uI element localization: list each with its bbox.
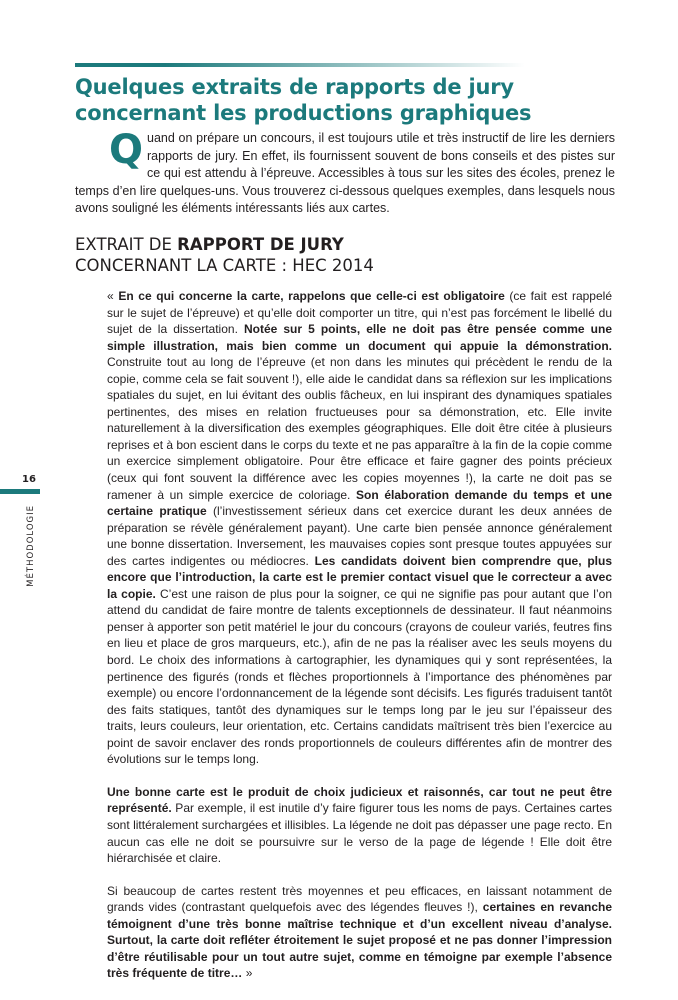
quote-paragraph-2: [107, 784, 612, 867]
quote-emphasis: certaines en revanche témoignent d’une très bonne maîtrise technique et d’un excellent niveau d’analyse. Surtout, la carte doit refléter étroitement le sujet proposé et ne pas donner l’impression d’être réutilisable pour un tout autre sujet, comme en témoigne par exemple l’absence très fréquente de titre…: [107, 900, 612, 981]
side-accent-bar: [0, 489, 40, 494]
quote-text: Construite tout au long de l’épreuve (et non dans les minutes qui précèdent le rendu de la copie, comme cela se fait souvent !), elle aide le candidat dans sa réflexion sur les implications spatiales du sujet, en lui évitant des oublis fâcheux, en lui inspirant des dynamiques spatiales pertinentes, des mises en relation fructueuses pour sa démonstration, etc. Elle invite naturellement à la diversification des exemples géographiques. Elle doit être citée à plusieurs reprises et à bon escient dans le corps du texte et ne pas apparaître à la fin de la copie comme un exercice simplement obligatoire. Pour être efficace et faire gagner des points précieux (ceux qui font souvent la différence avec les copies moyennes !), la carte ne doit pas se ramener à un simple exercice de coloriage.: [107, 355, 612, 502]
section-side-label: MÉTHODOLOGIE: [26, 505, 36, 587]
quote-paragraph-3: [107, 883, 612, 982]
quote-text: (l’investissement sérieux dans cet exercice durant les deux années de préparation se révèle généralement payant). Une carte bien pensée annonce généralement une bonne dissertation. Inversement, les mauvaises copies sont presque toutes appuyées sur des cartes indigentes ou médiocres.: [107, 504, 612, 568]
page-title-line-1: Quelques extraits de rapports de jury: [75, 75, 514, 99]
page-title: [75, 74, 635, 126]
quote-emphasis: Une bonne carte est le produit de choix judicieux et raisonnés, car tout ne peut être représenté.: [107, 784, 612, 816]
page-title-line-2: concernant les productions graphiques: [75, 101, 532, 125]
jury-report-quote: [107, 288, 612, 998]
intro-paragraph: [75, 127, 615, 218]
quote-text: «: [107, 289, 119, 303]
quote-text: (ce fait est rappelé sur le sujet de l’épreuve) et qu’elle doit comporter un titre, qui n’est pas forcément le libellé du sujet de la dissertation.: [107, 289, 612, 337]
quote-text: »: [242, 966, 253, 981]
page-number: 16: [22, 474, 36, 485]
title-top-rule: [75, 63, 525, 67]
intro-text: uand on prépare un concours, il est toujours utile et très instructif de lire les derniers rapports de jury. En effet, ils fournissent souvent de bons conseils et des pistes sur ce qui est attendu à l’épreuve. Accessibles à tous sur les sites des écoles, prenez le temps d’en lire quelques-uns. Vous trouverez ci-dessous quelques exemples, dans lesquels nous avons souligné les éléments intéressants liés aux cartes.: [75, 131, 615, 216]
quote-emphasis: En ce qui concerne la carte, rappelons que celle-ci est obligatoire: [118, 289, 505, 303]
quote-emphasis: Les candidats doivent bien comprendre que, plus encore que l’introduction, la carte est le premier contact visuel que le correcteur a avec la copie.: [107, 553, 612, 601]
quote-emphasis: Son élaboration demande du temps et une certaine pratique: [107, 487, 612, 519]
intro-dropcap: Q: [109, 127, 144, 173]
section-heading: [75, 234, 615, 276]
quote-text: Par exemple, il est inutile d’y faire figurer tous les noms de pays. Certaines cartes sont littéralement surchargées et illisibles. La légende ne doit pas dépasser une page recto. En aucun cas elle ne doit se poursuivre sur le verso de la page de légende ! Elle doit être hiérarchisée et claire.: [107, 801, 612, 866]
section-heading-prefix: EXTRAIT DE: [75, 235, 178, 254]
quote-text: Si beaucoup de cartes restent très moyennes et peu efficaces, en laissant notamment de grands vides (contrastant quelquefois avec des légendes fleuves !),: [107, 883, 612, 915]
quote-text: C’est une raison de plus pour la soigner, ce qui ne signifie pas pour autant que l’on attend du candidat de faire montre de talents exceptionnels de dessinateur. Il faut néanmoins penser à apporter son petit matériel le jour du concours (crayons de couleur variés, feutres fins en lieu et place de gros marqueurs, etc.), afin de ne pas la réaliser avec les seuls moyens du bord. Le choix des informations à cartographier, les dynamiques qui y sont représentées, la pertinence des figurés (ronds et flèches proportionnels à l’importance des phénomènes par exemple) ou encore l’ordonnancement de la légende sont décisifs. Les figurés traduisent tantôt des faits statiques, tantôt des dynamiques sur le temps long par le jeu sur l’épaisseur des traits, leurs couleurs, leur orientation, etc. Certains candidats maîtrisent très bien l’exercice au point de savoir enclaver des ronds proportionnels de couleurs différentes afin de montrer des évolutions sur le temps long.: [107, 586, 612, 767]
section-heading-bold: RAPPORT DE JURY: [177, 235, 344, 254]
quote-emphasis: Notée sur 5 points, elle ne doit pas être pensée comme une simple illustration, mais bien comme un document qui appuie la démonstration.: [107, 322, 612, 353]
quote-paragraph-1: [107, 288, 612, 768]
section-heading-line-2: CONCERNANT LA CARTE : HEC 2014: [75, 256, 374, 275]
